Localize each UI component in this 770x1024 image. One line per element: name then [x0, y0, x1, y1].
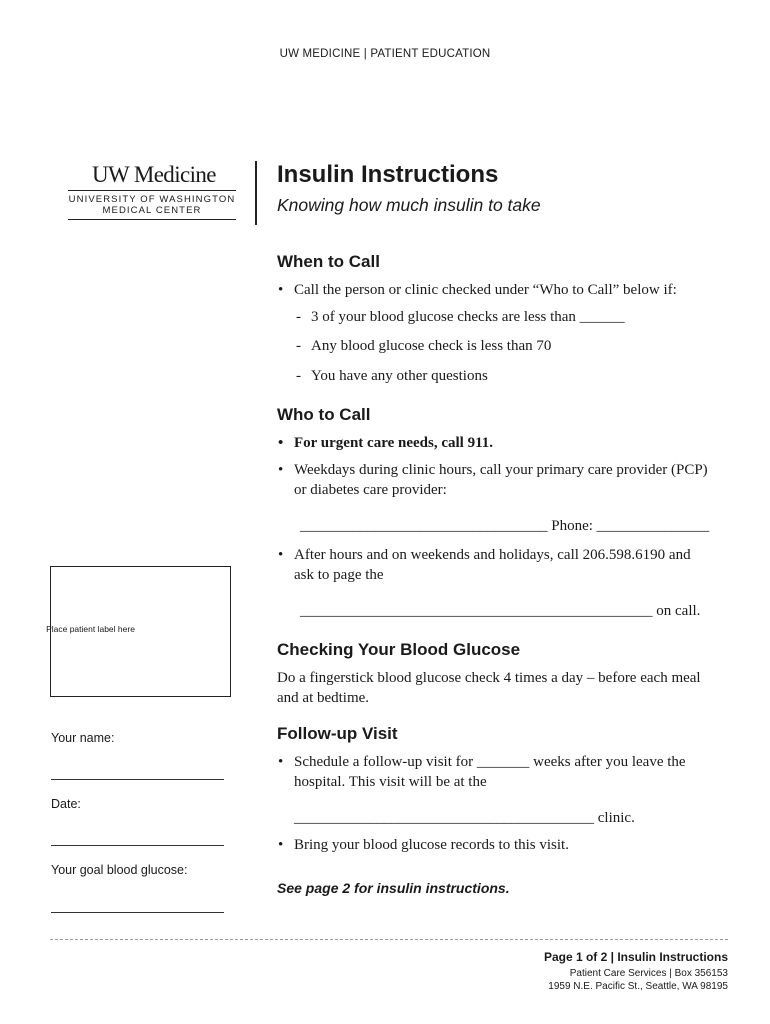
followup-schedule-bullet: • Schedule a follow-up visit for _______ weeks after you leave the hospital. This visit will be at the [294, 752, 724, 792]
your-name-label: Your name: [51, 731, 115, 745]
checking-heading: Checking Your Blood Glucose [277, 640, 521, 659]
footer-divider [50, 939, 728, 940]
when-to-call-item-3: You have any other questions [311, 368, 488, 384]
document-subtitle: Knowing how much insulin to take [277, 195, 541, 215]
uw-medicine-logo [68, 163, 236, 223]
followup-heading: Follow-up Visit [277, 724, 398, 743]
when-to-call-item-1: 3 of your blood glucose checks are less than ______ [311, 309, 625, 325]
on-call-line: _______________________________________________ on call. [300, 603, 701, 619]
when-to-call-dash: - [296, 338, 301, 354]
your-name-field[interactable] [51, 779, 224, 780]
footer-page-info: Page 1 of 2 | Insulin Instructions [543, 950, 728, 964]
title-divider [255, 161, 257, 225]
after-hours-bullet: • After hours and on weekends and holidays, call 206.598.6190 and ask to page the [294, 545, 714, 585]
logo-wordmark: UW Medicine [92, 162, 216, 187]
logo-rule-bottom [68, 219, 236, 220]
followup-bring-bullet: • Bring your blood glucose records to this visit. [294, 835, 569, 855]
urgent-care-bullet: • For urgent care needs, call 911. [294, 433, 493, 453]
page-header: UW MEDICINE | PATIENT EDUCATION [279, 48, 491, 60]
when-to-call-bullet: • Call the person or clinic checked under “Who to Call” below if: [294, 280, 724, 300]
provider-phone-line: _________________________________ Phone: _______________ [300, 518, 710, 534]
date-field[interactable] [51, 845, 224, 846]
goal-glucose-label: Your goal blood glucose: [51, 863, 188, 877]
when-to-call-heading: When to Call [277, 252, 380, 271]
clinic-line: ________________________________________ clinic. [294, 810, 635, 826]
goal-glucose-field[interactable] [51, 912, 224, 913]
logo-rule [68, 190, 236, 191]
when-to-call-item-2: Any blood glucose check is less than 70 [311, 338, 552, 354]
logo-line-2: MEDICAL CENTER [102, 205, 202, 216]
date-label: Date: [51, 797, 81, 811]
logo-line-1: UNIVERSITY OF WASHINGTON [68, 194, 236, 205]
checking-text: Do a fingerstick blood glucose check 4 times a day – before each meal and at bedtime. [277, 670, 701, 706]
when-to-call-dash: - [296, 368, 301, 384]
document-title: Insulin Instructions [277, 161, 499, 188]
weekdays-bullet: • Weekdays during clinic hours, call your primary care provider (PCP) or diabetes care provider: [294, 460, 714, 500]
patient-label-text: Place patient label here [46, 624, 135, 634]
footer-address: 1959 N.E. Pacific St., Seattle, WA 98195 [548, 981, 728, 992]
see-page-2-note: See page 2 for insulin instructions. [277, 880, 510, 896]
when-to-call-dash: - [296, 309, 301, 325]
who-to-call-heading: Who to Call [277, 405, 371, 424]
footer-department: Patient Care Services | Box 356153 [569, 968, 728, 979]
